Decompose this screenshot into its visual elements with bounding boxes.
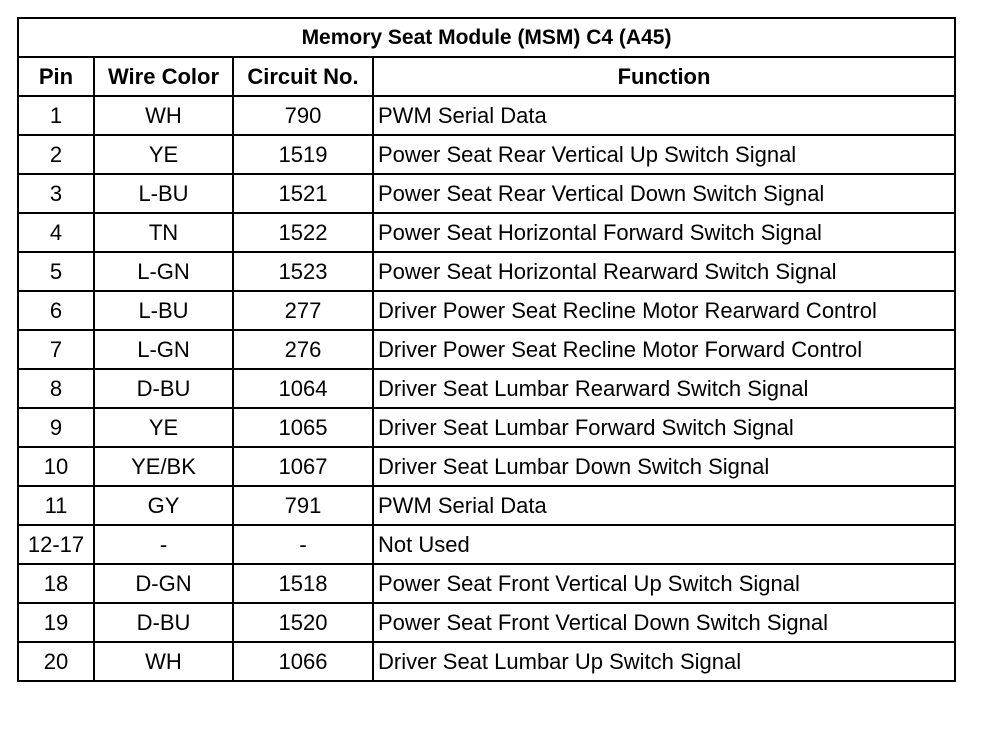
function-cell: PWM Serial Data [373,96,955,135]
circuit-cell: 1522 [233,213,373,252]
wire-color-cell: L-GN [94,252,233,291]
circuit-cell: 1065 [233,408,373,447]
table-row [18,408,955,447]
circuit-cell: 1520 [233,603,373,642]
function-cell: PWM Serial Data [373,486,955,525]
circuit-cell: 1521 [233,174,373,213]
table-title-row [18,18,955,57]
function-cell: Power Seat Front Vertical Up Switch Signal [373,564,955,603]
circuit-cell: 1066 [233,642,373,681]
pin-cell: 7 [18,330,94,369]
function-cell: Power Seat Horizontal Forward Switch Signal [373,213,955,252]
table-row [18,252,955,291]
function-cell: Power Seat Horizontal Rearward Switch Signal [373,252,955,291]
header-wire-color: Wire Color [94,57,233,96]
table-row [18,135,955,174]
circuit-cell: 1067 [233,447,373,486]
table-row [18,330,955,369]
pin-cell: 5 [18,252,94,291]
pin-cell: 8 [18,369,94,408]
function-cell: Driver Power Seat Recline Motor Rearward Control [373,291,955,330]
wire-color-cell: YE [94,408,233,447]
pin-cell: 4 [18,213,94,252]
wire-color-cell: WH [94,96,233,135]
table-row [18,369,955,408]
header-pin: Pin [18,57,94,96]
wire-color-cell: GY [94,486,233,525]
wire-color-cell: - [94,525,233,564]
table-row [18,603,955,642]
circuit-cell: 277 [233,291,373,330]
table-row [18,213,955,252]
pin-cell: 9 [18,408,94,447]
wire-color-cell: L-GN [94,330,233,369]
wire-color-cell: D-BU [94,603,233,642]
circuit-cell: 1518 [233,564,373,603]
table-row [18,96,955,135]
circuit-cell: - [233,525,373,564]
wire-color-cell: D-BU [94,369,233,408]
wire-color-cell: TN [94,213,233,252]
circuit-cell: 790 [233,96,373,135]
function-cell: Power Seat Rear Vertical Down Switch Signal [373,174,955,213]
wire-color-cell: L-BU [94,174,233,213]
function-cell: Not Used [373,525,955,564]
wire-color-cell: YE [94,135,233,174]
table-row [18,486,955,525]
pin-cell: 11 [18,486,94,525]
function-cell: Driver Seat Lumbar Forward Switch Signal [373,408,955,447]
table-header-row [18,57,955,96]
pin-cell: 19 [18,603,94,642]
wire-color-cell: WH [94,642,233,681]
pin-cell: 1 [18,96,94,135]
table-row [18,564,955,603]
circuit-cell: 1064 [233,369,373,408]
table-row [18,174,955,213]
connector-pinout-table [17,17,956,682]
pin-cell: 3 [18,174,94,213]
pin-cell: 20 [18,642,94,681]
circuit-cell: 1523 [233,252,373,291]
function-cell: Driver Seat Lumbar Up Switch Signal [373,642,955,681]
table-title: Memory Seat Module (MSM) C4 (A45) [18,18,955,57]
function-cell: Driver Seat Lumbar Down Switch Signal [373,447,955,486]
pin-cell: 18 [18,564,94,603]
function-cell: Driver Power Seat Recline Motor Forward Control [373,330,955,369]
function-cell: Power Seat Rear Vertical Up Switch Signal [373,135,955,174]
table-row [18,642,955,681]
table-row [18,525,955,564]
pin-cell: 10 [18,447,94,486]
circuit-cell: 791 [233,486,373,525]
wire-color-cell: L-BU [94,291,233,330]
wire-color-cell: YE/BK [94,447,233,486]
table-row [18,447,955,486]
circuit-cell: 276 [233,330,373,369]
function-cell: Power Seat Front Vertical Down Switch Signal [373,603,955,642]
pin-cell: 2 [18,135,94,174]
header-circuit: Circuit No. [233,57,373,96]
wire-color-cell: D-GN [94,564,233,603]
circuit-cell: 1519 [233,135,373,174]
header-function: Function [373,57,955,96]
pin-cell: 6 [18,291,94,330]
function-cell: Driver Seat Lumbar Rearward Switch Signal [373,369,955,408]
table-row [18,291,955,330]
pin-cell: 12-17 [18,525,94,564]
